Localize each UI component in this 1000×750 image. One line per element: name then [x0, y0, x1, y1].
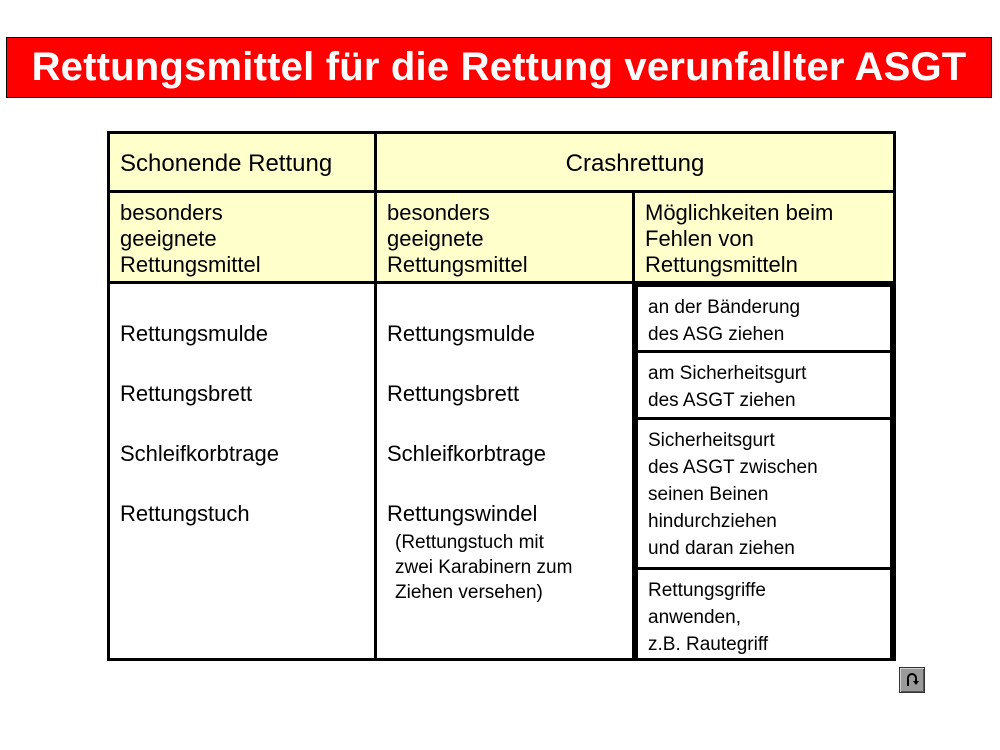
- option-cell: Rettungsgriffe anwenden, z.B. Rautegriff: [637, 569, 892, 659]
- back-button[interactable]: [899, 667, 925, 693]
- title-bar: [6, 37, 992, 98]
- list-item: Rettungsmulde: [120, 321, 268, 346]
- header-crash-rescue: Crashrettung: [376, 133, 895, 192]
- subheader-col3: Möglichkeiten beim Fehlen von Rettungsmitteln: [634, 192, 895, 283]
- list-item: Schleifkorbtrage: [120, 441, 279, 466]
- col1-list: [109, 283, 376, 660]
- return-arrow-icon: [903, 671, 921, 689]
- options-table: [635, 284, 893, 658]
- page-title: Rettungsmittel für die Rettung verunfallter ASGT: [31, 45, 967, 89]
- header-row-1: [109, 133, 895, 192]
- rescue-table: [107, 131, 896, 661]
- list-item: Rettungsbrett: [120, 381, 253, 406]
- header-gentle-rescue: Schonende Rettung: [109, 133, 376, 192]
- rettungswindel-note: (Rettungstuch mit zwei Karabinern zum Ziehen versehen): [395, 532, 573, 603]
- list-item: Rettungstuch: [120, 501, 250, 526]
- subheader-col2: besonders geeignete Rettungsmittel: [376, 192, 634, 283]
- col3-options: [634, 283, 895, 660]
- header-row-2: [109, 192, 895, 283]
- col2-list: [376, 283, 634, 660]
- option-cell: am Sicherheitsgurt des ASGT ziehen: [637, 352, 892, 419]
- option-cell: Sicherheitsgurt des ASGT zwischen seinen Beinen hindurchziehen und daran ziehen: [637, 419, 892, 569]
- option-cell: an der Bänderung des ASG ziehen: [637, 286, 892, 352]
- list-item: Rettungsbrett: [387, 381, 520, 406]
- list-item: Rettungswindel: [387, 501, 538, 526]
- body-row: [109, 283, 895, 660]
- list-item: Schleifkorbtrage: [387, 441, 546, 466]
- subheader-col1: besonders geeignete Rettungsmittel: [109, 192, 376, 283]
- list-item: Rettungsmulde: [387, 321, 535, 346]
